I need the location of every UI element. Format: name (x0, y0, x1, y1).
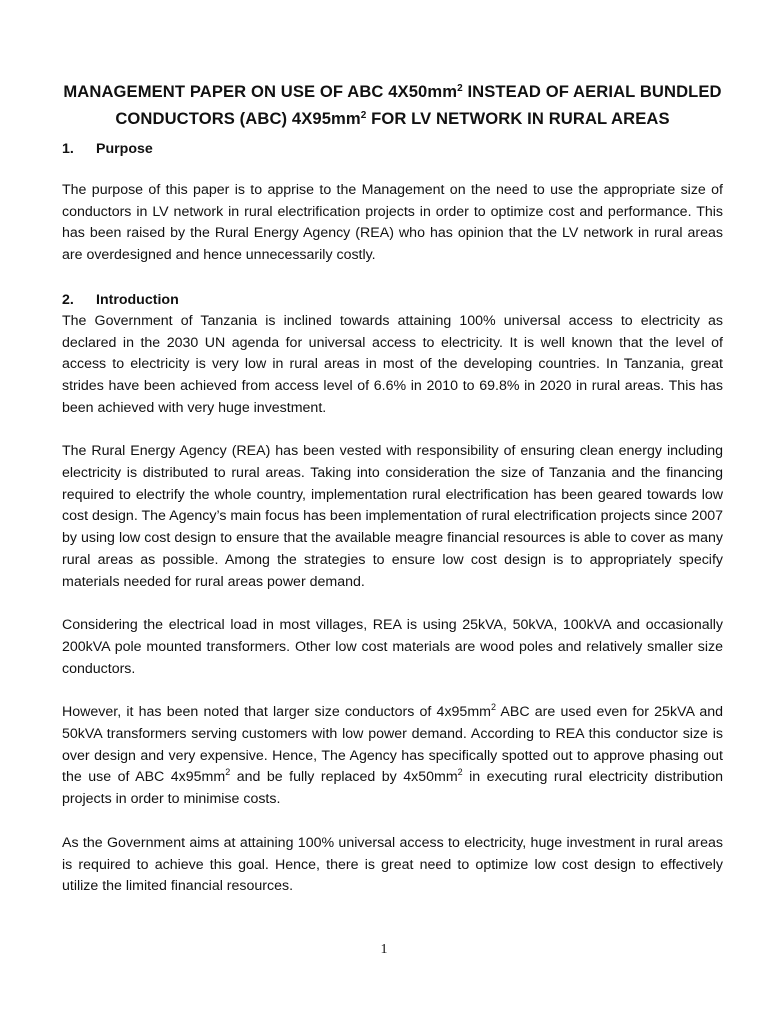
section-heading-introduction (62, 289, 723, 311)
section-heading-text: Introduction (96, 291, 179, 308)
section-number: 2. (62, 291, 74, 308)
p4-text-d: in executing rural electricity distribution projects in order to minimise costs. (62, 769, 723, 808)
title-superscript-2: 2 (360, 110, 367, 121)
section-heading-purpose (62, 138, 723, 160)
section-number: 1. (62, 141, 74, 157)
p4-superscript-c: 2 (457, 767, 463, 778)
introduction-paragraph-3: Considering the electrical load in most villages, REA is using 25kVA, 50kVA, 100kVA and occasionally 200kVA pole mounted transformers. Other low cost materials are wood poles and relatively smaller size conductors. (62, 617, 723, 677)
title-superscript-1: 2 (457, 83, 463, 94)
section-heading-text: Purpose (96, 141, 153, 157)
introduction-paragraph-4 (62, 702, 723, 811)
p4-superscript-a: 2 (490, 702, 496, 713)
p4-superscript-b: 2 (225, 767, 231, 778)
document-page (62, 78, 723, 898)
introduction-paragraph-2: The Rural Energy Agency (REA) has been vested with responsibility of ensuring clean energy including electricity is distributed to rural areas. Taking into consideration the size of Tanzania and the financing required to electrify the whole country, implementation rural electrification has been geared towards low cost design. The Agency’s main focus has been implementation of rural electrification projects since 2007 by using low cost design to ensure that the available meagre financial resources is able to cover as many rural areas as possible. Among the strategies to ensure low cost design is to appropriately specify materials needed for rural areas power demand. (62, 443, 723, 590)
title-part-2: INSTEAD OF AERIAL BUNDLED CONDUCTORS (ABC) 4X95mm (115, 82, 722, 128)
p4-text-c: and be fully replaced by 4x50mm (230, 769, 458, 786)
introduction-paragraph-5: As the Government aims at attaining 100% universal access to electricity, huge investment in rural areas is required to achieve this goal. Hence, there is great need to optimize low cost design to effectively utilize the limited financial resources. (62, 834, 723, 895)
p4-text-a: However, it has been noted that larger size conductors of 4x95mm (62, 704, 491, 721)
introduction-paragraph-1: The Government of Tanzania is inclined towards attaining 100% universal access to electricity as declared in the 2030 UN agenda for universal access to electricity. It is well known that the level of access to electricity is very low in rural areas in most of the developing countries. In Tanzania, great strides have been achieved from access level of 6.6% in 2010 to 69.8% in 2020 in rural areas. This has been achieved with very huge investment. (62, 312, 723, 416)
title-part-1: MANAGEMENT PAPER ON USE OF ABC 4X50mm (63, 82, 458, 101)
page-number: 1 (380, 942, 388, 957)
title-part-3: FOR LV NETWORK IN RURAL AREAS (366, 109, 670, 128)
purpose-paragraph: The purpose of this paper is to apprise to the Management on the need to use the appropriate size of conductors in LV network in rural electrification projects in order to optimize cost and performance. This has been raised by the Rural Energy Agency (REA) who has opinion that the LV network in rural areas are overdesigned and hence unnecessarily costly. (62, 182, 723, 264)
p4-text-b: ABC are used even for 25kVA and 50kVA transformers serving customers with low power demand. According to REA this conductor size is over design and very expensive. Hence, The Agency has specifically spotted out to approve phasing out the use of ABC 4x95mm (62, 704, 723, 786)
document-title (62, 78, 723, 132)
